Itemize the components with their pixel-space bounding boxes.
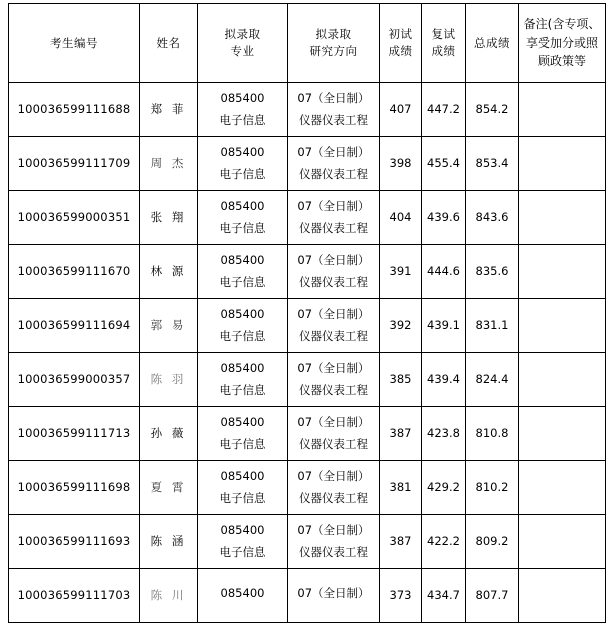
cell-major-code: 085400 <box>220 585 265 600</box>
table-row <box>9 137 606 191</box>
header-direction <box>288 4 380 83</box>
cell-note <box>519 299 606 353</box>
cell-major-name: 电子信息 <box>219 113 266 127</box>
cell-direction <box>288 353 380 407</box>
cell-direction <box>288 245 380 299</box>
cell-note <box>519 191 606 245</box>
cell-major-name: 电子信息 <box>219 221 266 235</box>
cell-second-score: 447.2 <box>422 83 466 137</box>
cell-direction-code: 07（全日制） <box>297 145 370 160</box>
cell-second-score: 439.1 <box>422 299 466 353</box>
table-row <box>9 191 606 245</box>
cell-direction-code: 07（全日制） <box>297 91 370 106</box>
cell-direction-name: 仪器仪表工程 <box>299 437 368 451</box>
table-row <box>9 569 606 623</box>
cell-direction-code: 07（全日制） <box>297 199 370 214</box>
cell-direction <box>288 461 380 515</box>
cell-major-code: 085400 <box>220 415 265 430</box>
cell-direction <box>288 569 380 623</box>
cell-total-score: 807.7 <box>466 569 519 623</box>
cell-direction <box>288 191 380 245</box>
header-note-line1: 备注(含专项、 <box>523 17 601 32</box>
cell-candidate-id: 100036599111694 <box>9 299 140 353</box>
header-total-score: 总成绩 <box>466 4 519 83</box>
cell-first-score: 385 <box>380 353 422 407</box>
header-second-exam-score <box>422 4 466 83</box>
cell-major <box>198 137 288 191</box>
header-candidate-id: 考生编号 <box>9 4 140 83</box>
header-major <box>198 4 288 83</box>
cell-direction-code: 07（全日制） <box>297 307 370 322</box>
cell-direction-name: 仪器仪表工程 <box>299 491 368 505</box>
cell-candidate-id: 100036599111693 <box>9 515 140 569</box>
cell-second-score: 422.2 <box>422 515 466 569</box>
cell-name: 孙 薇 <box>140 407 198 461</box>
cell-major <box>198 353 288 407</box>
cell-direction-name: 仪器仪表工程 <box>299 221 368 235</box>
cell-direction-code: 07（全日制） <box>297 523 370 538</box>
table-header <box>9 4 606 83</box>
cell-note <box>519 83 606 137</box>
cell-name: 张 翔 <box>140 191 198 245</box>
cell-note <box>519 461 606 515</box>
cell-candidate-id: 100036599111698 <box>9 461 140 515</box>
cell-second-score: 455.4 <box>422 137 466 191</box>
header-major-line1: 拟录取 <box>224 27 261 42</box>
cell-total-score: 824.4 <box>466 353 519 407</box>
cell-second-score: 434.7 <box>422 569 466 623</box>
cell-total-score: 810.8 <box>466 407 519 461</box>
cell-direction-name: 仪器仪表工程 <box>299 167 368 181</box>
cell-candidate-id: 100036599111709 <box>9 137 140 191</box>
header-first-line2: 成绩 <box>388 44 413 58</box>
cell-total-score: 843.6 <box>466 191 519 245</box>
cell-major-name: 电子信息 <box>219 491 266 505</box>
cell-major-code: 085400 <box>220 199 265 214</box>
cell-first-score: 398 <box>380 137 422 191</box>
cell-direction-name: 仪器仪表工程 <box>299 383 368 397</box>
cell-first-score: 373 <box>380 569 422 623</box>
cell-candidate-id: 100036599000351 <box>9 191 140 245</box>
cell-direction-name: 仪器仪表工程 <box>299 329 368 343</box>
admission-results-table <box>8 3 606 623</box>
cell-major-name: 电子信息 <box>219 167 266 181</box>
cell-direction-code: 07（全日制） <box>297 585 370 600</box>
header-second-line1: 复试 <box>431 27 456 42</box>
cell-name: 郭 易 <box>140 299 198 353</box>
table-row <box>9 353 606 407</box>
cell-first-score: 387 <box>380 515 422 569</box>
cell-total-score: 854.2 <box>466 83 519 137</box>
cell-first-score: 407 <box>380 83 422 137</box>
header-major-line2: 专业 <box>230 44 255 58</box>
cell-name: 陈 涵 <box>140 515 198 569</box>
table-row <box>9 461 606 515</box>
cell-direction <box>288 299 380 353</box>
cell-second-score: 439.6 <box>422 191 466 245</box>
cell-name: 夏 霄 <box>140 461 198 515</box>
table-row <box>9 515 606 569</box>
cell-second-score: 444.6 <box>422 245 466 299</box>
cell-total-score: 831.1 <box>466 299 519 353</box>
cell-total-score: 853.4 <box>466 137 519 191</box>
header-row <box>9 4 606 83</box>
header-direction-line1: 拟录取 <box>315 27 352 42</box>
cell-direction-code: 07（全日制） <box>297 415 370 430</box>
cell-major-code: 085400 <box>220 361 265 376</box>
cell-major-name: 电子信息 <box>219 545 266 559</box>
cell-first-score: 381 <box>380 461 422 515</box>
cell-major-code: 085400 <box>220 145 265 160</box>
cell-major-code: 085400 <box>220 469 265 484</box>
cell-second-score: 429.2 <box>422 461 466 515</box>
cell-major-name: 电子信息 <box>219 275 266 289</box>
cell-major <box>198 407 288 461</box>
header-name: 姓名 <box>140 4 198 83</box>
cell-major-name: 电子信息 <box>219 329 266 343</box>
cell-note <box>519 515 606 569</box>
cell-major <box>198 515 288 569</box>
cell-direction <box>288 137 380 191</box>
header-note <box>519 4 606 83</box>
table-row <box>9 299 606 353</box>
cell-note <box>519 137 606 191</box>
table-row <box>9 407 606 461</box>
cell-direction <box>288 515 380 569</box>
header-second-line2: 成绩 <box>431 44 456 58</box>
cell-name: 周 杰 <box>140 137 198 191</box>
cell-total-score: 810.2 <box>466 461 519 515</box>
cell-major-code: 085400 <box>220 523 265 538</box>
cell-second-score: 439.4 <box>422 353 466 407</box>
cell-total-score: 835.6 <box>466 245 519 299</box>
cell-name: 林 源 <box>140 245 198 299</box>
cell-major <box>198 569 288 623</box>
cell-name: 陈 川 <box>140 569 198 623</box>
header-first-line1: 初试 <box>388 27 413 42</box>
cell-major <box>198 245 288 299</box>
table-row <box>9 245 606 299</box>
document-page <box>0 3 613 603</box>
cell-note <box>519 353 606 407</box>
cell-direction-name: 仪器仪表工程 <box>299 113 368 127</box>
cell-first-score: 392 <box>380 299 422 353</box>
table-row <box>9 83 606 137</box>
header-note-line2: 享受加分或照 <box>525 35 598 50</box>
cell-note <box>519 569 606 623</box>
cell-first-score: 391 <box>380 245 422 299</box>
cell-major-name: 电子信息 <box>219 383 266 397</box>
cell-major-code: 085400 <box>220 253 265 268</box>
cell-name: 郑 菲 <box>140 83 198 137</box>
cell-direction-name: 仪器仪表工程 <box>299 545 368 559</box>
cell-candidate-id: 100036599000357 <box>9 353 140 407</box>
cell-total-score: 809.2 <box>466 515 519 569</box>
cell-second-score: 423.8 <box>422 407 466 461</box>
cell-major-code: 085400 <box>220 307 265 322</box>
cell-candidate-id: 100036599111670 <box>9 245 140 299</box>
cell-name: 陈 羽 <box>140 353 198 407</box>
header-first-exam-score <box>380 4 422 83</box>
cell-direction <box>288 83 380 137</box>
cell-direction-code: 07（全日制） <box>297 469 370 484</box>
cell-note <box>519 407 606 461</box>
cell-major <box>198 83 288 137</box>
cell-candidate-id: 100036599111688 <box>9 83 140 137</box>
cell-note <box>519 245 606 299</box>
cell-major-name: 电子信息 <box>219 437 266 451</box>
cell-candidate-id: 100036599111713 <box>9 407 140 461</box>
header-direction-line2: 研究方向 <box>309 44 358 58</box>
header-note-line3: 顾政策等 <box>537 54 586 69</box>
cell-direction <box>288 407 380 461</box>
cell-direction-name: 仪器仪表工程 <box>299 275 368 289</box>
cell-direction-code: 07（全日制） <box>297 253 370 268</box>
cell-first-score: 387 <box>380 407 422 461</box>
cell-first-score: 404 <box>380 191 422 245</box>
cell-direction-code: 07（全日制） <box>297 361 370 376</box>
cell-major-code: 085400 <box>220 91 265 106</box>
cell-candidate-id: 100036599111703 <box>9 569 140 623</box>
cell-major <box>198 461 288 515</box>
cell-major <box>198 191 288 245</box>
table-body <box>9 83 606 623</box>
cell-major <box>198 299 288 353</box>
